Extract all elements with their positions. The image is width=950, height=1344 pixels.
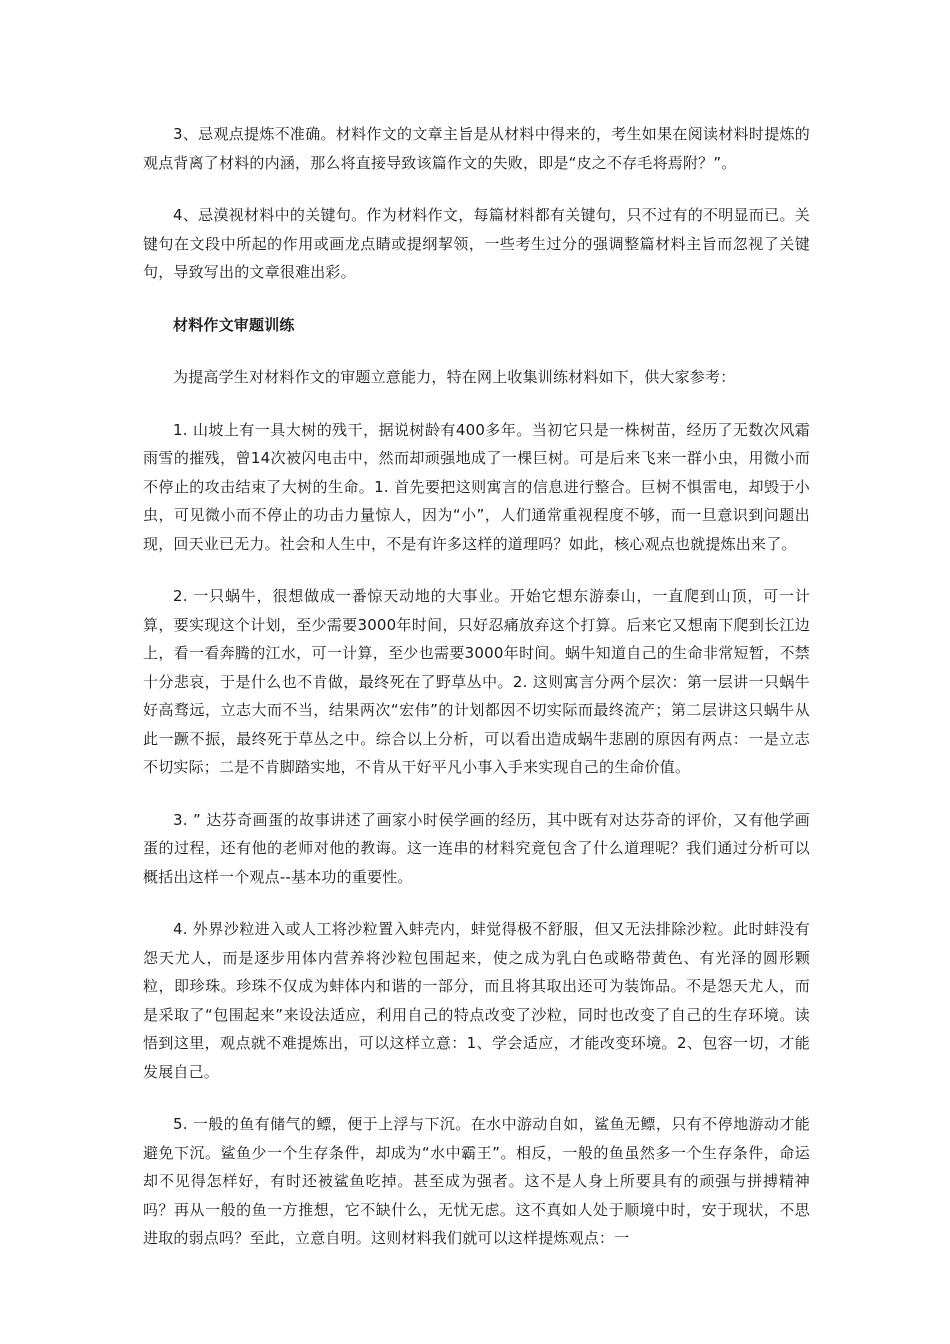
- section-heading: 材料作文审题训练: [173, 315, 295, 334]
- paragraph-example-3: 3. ” 达芬奇画蛋的故事讲述了画家小时侯学画的经历，其中既有对达芬奇的评价，又有他学画蛋的过程，还有他的老师对他的教诲。这一连串的材料究竟包含了什么道理呢？我们通过分析可以概括出这样一个观点--基本功的重要性。: [143, 810, 810, 886]
- paragraph-example-5: 5. 一般的鱼有储气的鳔，便于上浮与下沉。在水中游动自如，鲨鱼无鳔，只有不停地游动才能避免下沉。鲨鱼少一个生存条件，却成为“水中霸王”。相反，一般的鱼虽然多一个生存条件，命运却不见得怎样好，有时还被鲨鱼吃掉。甚至成为强者。这不是人身上所要具有的顽强与拼搏精神吗？再从一般的鱼一方推想，它不缺什么，无忧无虑。这不真如人处于顺境中时，安于现状，不思进取的弱点吗？至此，立意自明。这则材料我们就可以这样提炼观点：一: [143, 1115, 810, 1247]
- paragraph-tip-3: 3、忌观点提炼不准确。材料作文的文章主旨是从材料中得来的，考生如果在阅读材料时提炼的观点背离了材料的内涵，那么将直接导致该篇作文的失败，即是“皮之不存毛将焉附？”。: [143, 125, 810, 172]
- paragraph-example-1: 1. 山坡上有一具大树的残干，据说树龄有400多年。当初它只是一株树苗，经历了无数次风霜雨雪的摧残，曾14次被闪电击中，然而却顽强地成了一棵巨树。可是后来飞来一群小虫，用微小而不停止的攻击结束了大树的生命。1. 首先要把这则寓言的信息进行整合。巨树不惧雷电，却毁于小虫，可见微小而不停止的功击力量惊人，因为“小”，人们通常重视程度不够，而一旦意识到问题出现，回天业已无力。社会和人生中，不是有许多这样的道理吗？如此，核心观点也就提炼出来了。: [143, 420, 810, 553]
- paragraph-intro: 为提高学生对材料作文的审题立意能力，特在网上收集训练材料如下，供大家参考：: [173, 368, 736, 386]
- paragraph-example-2: 2. 一只蜗牛，很想做成一番惊天动地的大事业。开始它想东游泰山，一直爬到山顶，可一计算，要实现这个计划，至少需要3000年时间，只好忍痛放弃这个打算。后来它又想南下爬到长江边上，看一看奔腾的江水，可一计算，至少也需要3000年时间。蜗牛知道自己的生命非常短暂，不禁十分悲哀，于是什么也不肯做，最终死在了野草丛中。2. 这则寓言分两个层次：第一层讲一只蜗牛好高骛远，立志大而不当，结果两次“宏伟”的计划都因不切实际而最终流产；第二层讲这只蜗牛从此一蹶不振，最终死于草丛之中。综合以上分析，可以看出造成蜗牛悲剧的原因有两点：一是立志不切实际；二是不肯脚踏实地，不肯从干好平凡小事入手来实现自己的生命价值。: [143, 587, 810, 776]
- paragraph-tip-4: 4、忌漠视材料中的关键句。作为材料作文，每篇材料都有关键句，只不过有的不明显而已。关键句在文段中所起的作用或画龙点睛或提纲挈领，一些考生过分的强调整篇材料主旨而忽视了关键句，导致写出的文章很难出彩。: [143, 206, 810, 281]
- paragraph-example-4: 4. 外界沙粒进入或人工将沙粒置入蚌壳内，蚌觉得极不舒服，但又无法排除沙粒。此时蚌没有怨天尤人，而是逐步用体内营养将沙粒包围起来，使之成为乳白色或略带黄色、有光泽的圆形颗粒，即珍珠。珍珠不仅成为蚌体内和谐的一部分，而且将其取出还可为装饰品。不是怨天尤人，而是采取了“包围起来”来设法适应，利用自己的特点改变了沙粒，同时也改变了自己的生存环境。读悟到这里，观点就不难提炼出，可以这样立意：1、学会适应，才能改变环境。2、包容一切，才能发展自己。: [143, 920, 810, 1081]
- document-body: [143, 120, 810, 1277]
